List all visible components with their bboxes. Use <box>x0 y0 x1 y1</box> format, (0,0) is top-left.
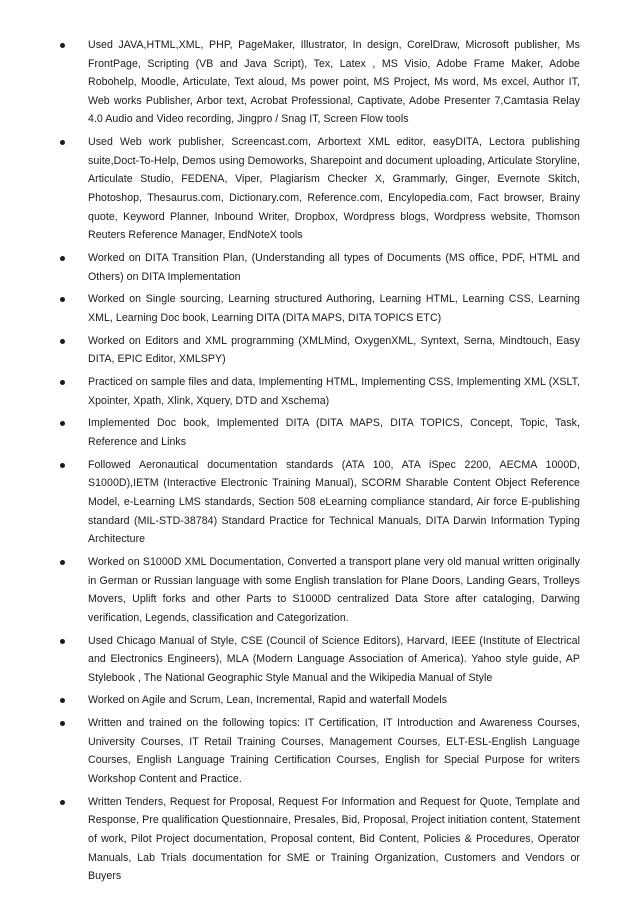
list-item <box>60 414 580 451</box>
list-item <box>60 691 580 710</box>
list-item-text: Written Tenders, Request for Proposal, Request For Information and Request for Quote, Template and Response, Pre qualification Questionnaire, Presales, Bid, Proposal, Project initiation content, Statement of work, Pilot Project documentation, Proposal content, Bid Content, Policies & Procedures, Operator Manuals, Lab Trials documentation for SME or Training Organization, Customers and Vendors or Buyers <box>88 795 580 883</box>
bullet-dot-icon <box>60 721 65 726</box>
list-item-text: Used Chicago Manual of Style, CSE (Council of Science Editors), Harvard, IEEE (Institute of Electrical and Electronics Engineers), MLA (Modern Language Association of America). Yahoo style guide, AP Stylebook , The National Geographic Style Manual and the Wikipedia Manual of Style <box>88 634 580 684</box>
list-item-text: Implemented Doc book, Implemented DITA (DITA MAPS, DITA TOPICS, Concept, Topic, Task, Reference and Links <box>88 417 580 448</box>
bullet-dot-icon <box>60 380 65 385</box>
bullet-dot-icon <box>60 256 65 261</box>
bullet-dot-icon <box>60 560 65 565</box>
list-item <box>60 290 580 327</box>
bullet-dot-icon <box>60 297 65 302</box>
list-item-text: Used JAVA,HTML,XML, PHP, PageMaker, Illustrator, In design, CorelDraw, Microsoft publisher, Ms FrontPage, Scripting (VB and Java Script), Tex, Latex , MS Visio, Adobe Frame Maker, Adobe Robohelp, Moodle, Articulate, Text aloud, Ms power point, MS Project, Ms word, Ms excel, Author IT, Web works Publisher, Arbor text, Acrobat Professional, Captivate, Adobe Presenter 7,Camtasia Relay 4.0 Audio and Video recording, Jingpro / Snag IT, Screen Flow tools <box>88 39 580 126</box>
list-item-text: Practiced on sample files and data, Implementing HTML, Implementing CSS, Implementing XML (XSLT, Xpointer, Xpath, Xlink, Xquery, DTD and Xschema) <box>88 376 580 407</box>
list-item-text: Worked on Editors and XML programming (XMLMind, OxygenXML, Syntext, Serna, Mindtouch, Easy DITA, EPIC Editor, XMLSPY) <box>88 334 580 366</box>
bullet-list <box>60 36 580 890</box>
bullet-dot-icon <box>60 463 65 468</box>
list-item <box>60 373 580 410</box>
list-item-text: Worked on Agile and Scrum, Lean, Incremental, Rapid and waterfall Models <box>88 694 448 707</box>
bullet-dot-icon <box>60 639 65 644</box>
list-item-text: Worked on S1000D XML Documentation, Converted a transport plane very old manual written originally in German or Russian language with some English translation for Plane Doors, Landing Gears, Trolleys Movers, Uplift forks and other Parts to S1000D centralized Data Store after cataloging, Darwing verification, Legends, classification and Categorization. <box>88 555 580 624</box>
list-item-text: Followed Aeronautical documentation standards (ATA 100, ATA iSpec 2200, AECMA 1000D, S1000D),IETM (Interactive Electronic Training Manual), SCORM Sharable Content Object Reference Model, e-Learning LMS standards, Section 508 eLearning compliance standard, Air force E-publishing standard (MIL-STD-38784) Standard Practice for Technical Manuals, DITA Darwin Information Typing Architecture <box>88 458 580 546</box>
list-item <box>60 632 580 688</box>
bullet-dot-icon <box>60 339 65 344</box>
list-item <box>60 133 580 245</box>
list-item-text: Written and trained on the following topics: IT Certification, IT Introduction and Awareness Courses, University Courses, IT Retail Training Courses, Management Courses, ELT-ESL-English Language Courses, English Language Training Certification Courses, English for Special Purpose for writers Workshop Content and Practice. <box>88 717 580 786</box>
list-item <box>60 456 580 549</box>
bullet-dot-icon <box>60 698 65 703</box>
bullet-dot-icon <box>60 421 65 426</box>
list-item <box>60 553 580 627</box>
list-item <box>60 332 580 369</box>
bullet-dot-icon <box>60 800 65 805</box>
list-item-text: Used Web work publisher, Screencast.com, Arbortext XML editor, easyDITA, Lectora publishing suite,Doct-To-Help, Demos using Demoworks, Sharepoint and document uploading, Articulate Storyline, Articulate Studio, FEDENA, Viper, Plagiarism Checker X, Grammarly, Ginger, Evernote Skitch, Photoshop, Thesaurus.com, Dictionary.com, Reference.com, Encylopedia.com, Fact browser, Brainy quote, Keyword Planner, Inbound Writer, Dropbox, Wordpress blogs, Wordpress website, Thomson Reuters Reference Manager, EndNoteX tools <box>88 136 580 242</box>
bullet-dot-icon <box>60 140 65 145</box>
list-item <box>60 249 580 286</box>
list-item-text: Worked on Single sourcing, Learning structured Authoring, Learning HTML, Learning CSS, Learning XML, Learning Doc book, Learning DITA (DITA MAPS, DITA TOPICS ETC) <box>88 293 580 324</box>
list-item <box>60 36 580 129</box>
list-item <box>60 793 580 886</box>
list-item-text: Worked on DITA Transition Plan, (Understanding all types of Documents (MS office, PDF, HTML and Others) on DITA Implementation <box>88 251 580 283</box>
list-item <box>60 714 580 788</box>
bullet-dot-icon <box>60 43 65 48</box>
